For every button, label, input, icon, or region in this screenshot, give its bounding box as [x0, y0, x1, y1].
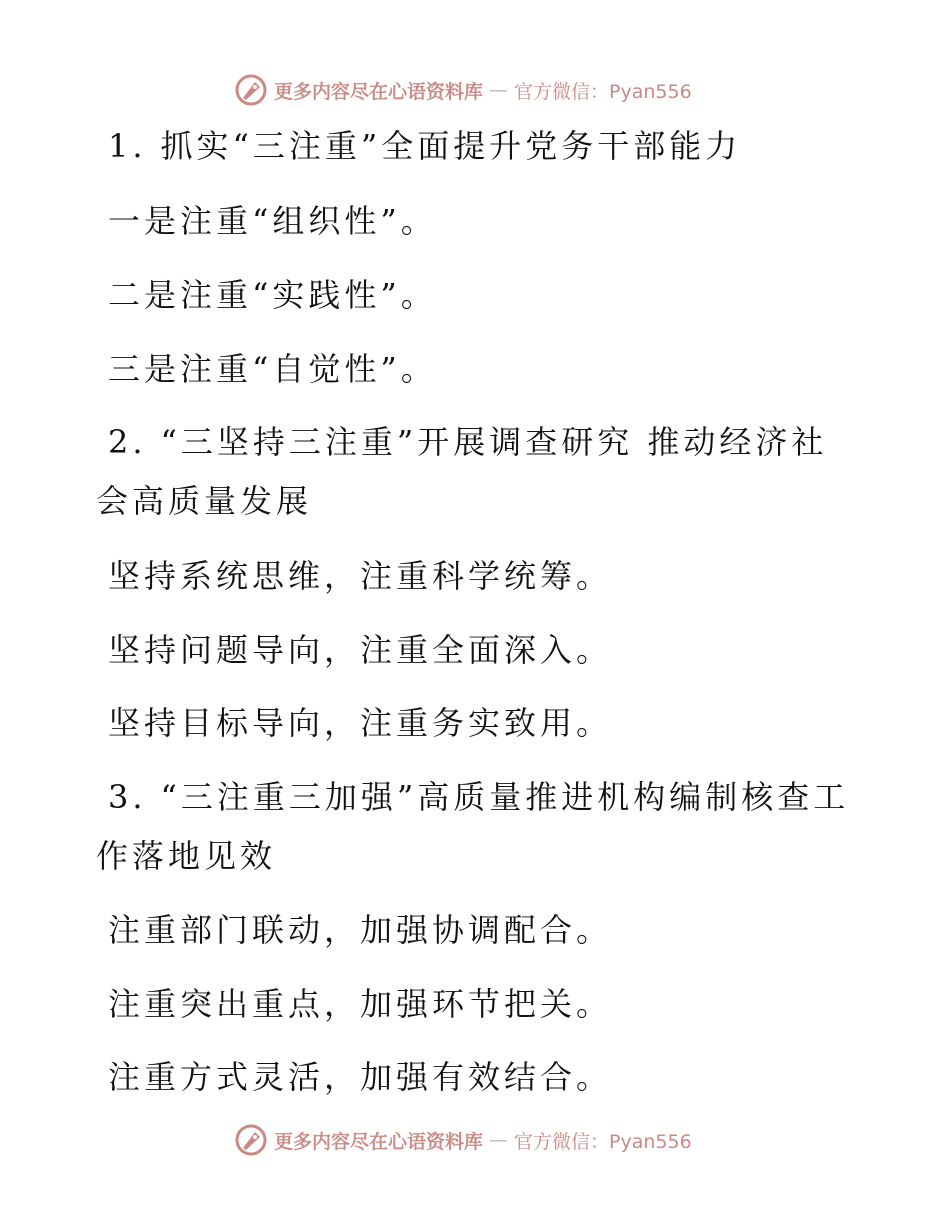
section-2-title-line-1: “三坚持三注重”开展调查研究 推动经济社: [160, 423, 828, 461]
pen-nib-icon: [234, 1123, 268, 1157]
section-3-item-3: 注重方式灵活，加强有效结合。: [108, 1058, 613, 1096]
section-3-title-line-1: “三注重三加强”高质量推进机构编制核查工: [160, 778, 850, 816]
section-1-item-2: 二是注重“实践性”。: [108, 276, 437, 314]
section-2-item-1: 坚持系统思维，注重科学统筹。: [108, 557, 613, 595]
watermark-main-text: 更多内容尽在心语资料库: [274, 1130, 484, 1153]
section-2-number: 2.: [108, 423, 147, 461]
header-watermark: [234, 72, 692, 108]
section-3-number: 3.: [108, 778, 147, 816]
watermark-wechat-text: 官方微信：Pyan556: [514, 1130, 692, 1153]
section-1-number: 1.: [108, 127, 147, 165]
section-2-heading: [108, 422, 827, 462]
section-3-item-2: 注重突出重点，加强环节把关。: [108, 985, 613, 1023]
section-2-item-2: 坚持问题导向，注重全面深入。: [108, 631, 613, 669]
watermark-separator: —: [489, 1129, 509, 1151]
footer-watermark: [234, 1122, 692, 1158]
section-1-heading: [108, 126, 741, 166]
section-2-title-line-2: 会高质量发展: [96, 482, 313, 520]
watermark-separator: —: [489, 79, 509, 101]
section-3-title-line-2: 作落地见效: [96, 837, 277, 875]
section-1-item-1: 一是注重“组织性”。: [108, 202, 437, 240]
section-1-item-3: 三是注重“自觉性”。: [108, 350, 437, 388]
section-3-item-1: 注重部门联动，加强协调配合。: [108, 911, 613, 949]
section-2-item-3: 坚持目标导向，注重务实致用。: [108, 704, 613, 742]
pen-nib-icon: [234, 73, 268, 107]
section-1-title: 抓实“三注重”全面提升党务干部能力: [160, 127, 742, 165]
section-3-heading: [108, 777, 849, 817]
watermark-wechat-text: 官方微信：Pyan556: [514, 80, 692, 103]
watermark-main-text: 更多内容尽在心语资料库: [274, 80, 484, 103]
